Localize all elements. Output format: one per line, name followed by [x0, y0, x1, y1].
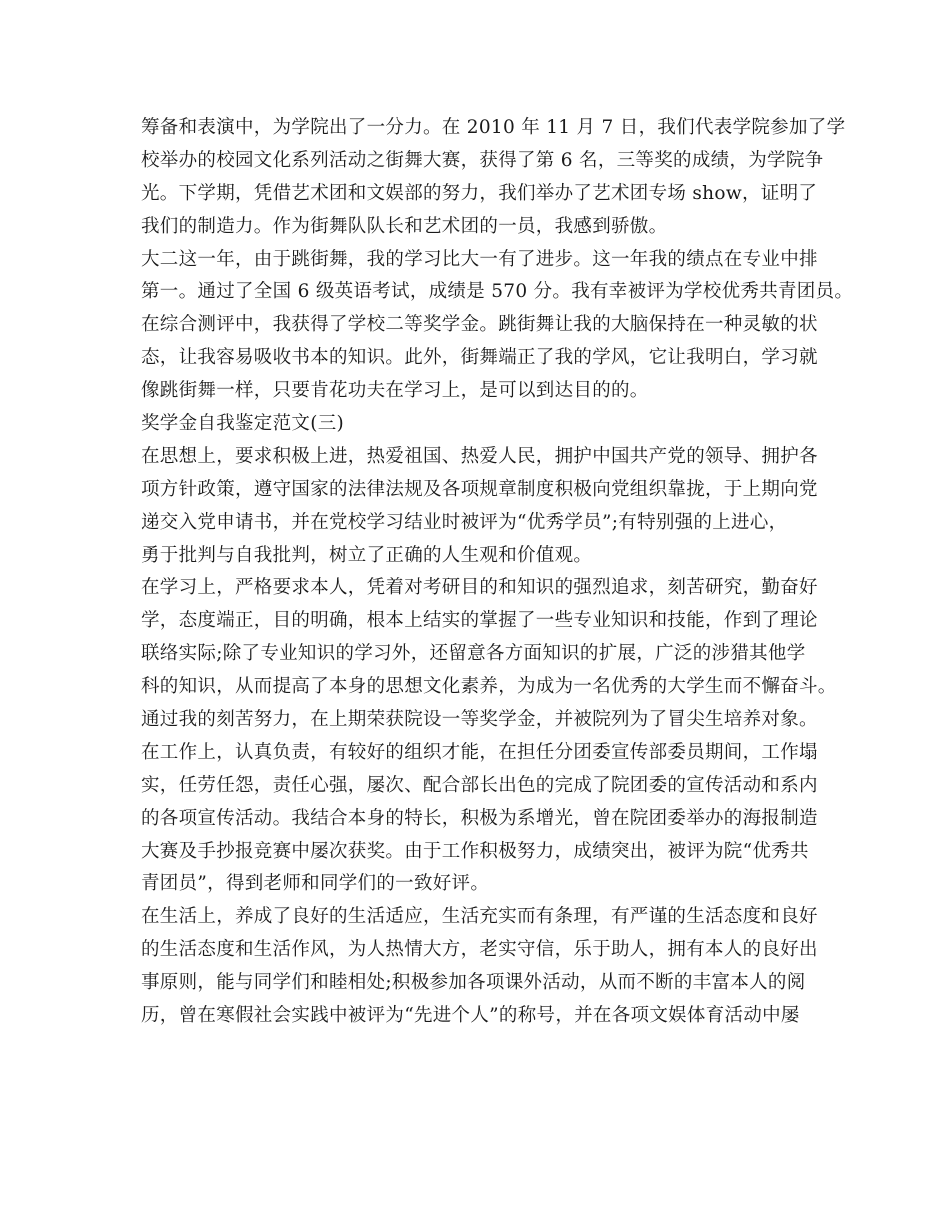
text-line: 事原则，能与同学们和睦相处;积极参加各项课外活动，从而不断的丰富本人的阅	[141, 972, 806, 994]
text-line: 在综合测评中，我获得了学校二等奖学金。跳街舞让我的大脑保持在一种灵敏的状	[141, 314, 818, 336]
text-line: 光。下学期，凭借艺术团和文娱部的努力，我们举办了艺术团专场 show，证明了	[141, 182, 818, 204]
text-line: 勇于批判与自我批判，树立了正确的人生观和价值观。	[141, 544, 593, 566]
text-line: 实，任劳任怨，责任心强，屡次、配合部长出色的完成了院团委的宣传活动和系内	[141, 774, 818, 796]
text-line: 态，让我容易吸收书本的知识。此外，街舞端正了我的学风，它让我明白，学习就	[141, 347, 818, 369]
text-line: 大赛及手抄报竞赛中屡次获奖。由于工作积极努力，成绩突出，被评为院“优秀共	[141, 840, 809, 862]
text-line: 科的知识，从而提高了本身的思想文化素养，为成为一名优秀的大学生而不懈奋斗。	[141, 676, 837, 698]
text-line: 联络实际;除了专业知识的学习外，还留意各方面知识的扩展，广泛的涉猎其他学	[141, 643, 806, 665]
text-line: 的各项宣传活动。我结合本身的特长，积极为系增光，曾在院团委举办的海报制造	[141, 807, 818, 829]
text-line: 学，态度端正，目的明确，根本上结实的掌握了一些专业知识和技能，作到了理论	[141, 610, 818, 632]
text-line: 在生活上，养成了良好的生活适应，生活充实而有条理，有严谨的生活态度和良好	[141, 906, 818, 928]
text-line: 像跳街舞一样，只要肯花功夫在学习上，是可以到达目的的。	[141, 380, 649, 402]
text-line: 第一。通过了全国 6 级英语考试，成绩是 570 分。我有幸被评为学校优秀共青团员。	[141, 281, 854, 303]
text-line: 历，曾在寒假社会实践中被评为“先进个人”的称号，并在各项文娱体育活动中屡	[141, 1005, 800, 1027]
document-body	[141, 112, 854, 1033]
text-line: 大二这一年，由于跳街舞，我的学习比大一有了进步。这一年我的绩点在专业中排	[141, 248, 818, 270]
text-line: 项方针政策，遵守国家的法律法规及各项规章制度积极向党组织靠拢，于上期向党	[141, 478, 818, 500]
text-line: 在工作上，认真负责，有较好的组织才能，在担任分团委宣传部委员期间，工作塌	[141, 741, 818, 763]
text-line: 青团员”，得到老师和同学们的一致好评。	[141, 873, 490, 895]
text-line: 我们的制造力。作为街舞队队长和艺术团的一员，我感到骄傲。	[141, 215, 668, 237]
text-line: 的生活态度和生活作风，为人热情大方，老实守信，乐于助人，拥有本人的良好出	[141, 939, 818, 961]
text-line: 递交入党申请书，并在党校学习结业时被评为“优秀学员”;有特别强的上进心，	[141, 511, 788, 533]
text-line: 在学习上，严格要求本人，凭着对考研目的和知识的强烈追求，刻苦研究，勤奋好	[141, 577, 818, 599]
section-heading: 奖学金自我鉴定范文(三)	[141, 413, 345, 435]
text-line: 在思想上，要求积极上进，热爱祖国、热爱人民，拥护中国共产党的领导、拥护各	[141, 445, 818, 467]
text-line: 校举办的校园文化系列活动之街舞大赛，获得了第 6 名，三等奖的成绩，为学院争	[141, 149, 824, 171]
text-line: 通过我的刻苦努力，在上期荣获院设一等奖学金，并被院列为了冒尖生培养对象。	[141, 709, 818, 731]
text-line: 筹备和表演中，为学院出了一分力。在 2010 年 11 月 7 日，我们代表学院参加了学	[141, 117, 846, 138]
